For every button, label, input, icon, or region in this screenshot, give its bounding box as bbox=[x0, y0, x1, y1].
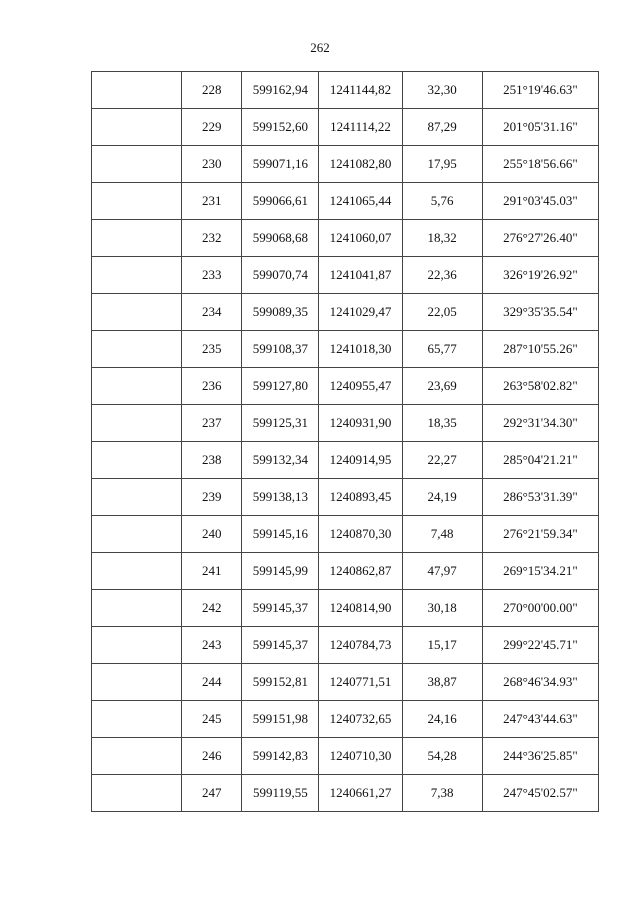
x-coordinate-cell: 599152,60 bbox=[242, 109, 319, 146]
y-coordinate-cell: 1241041,87 bbox=[319, 257, 402, 294]
table-row bbox=[92, 701, 599, 738]
distance-cell: 18,32 bbox=[402, 220, 482, 257]
point-number-cell: 236 bbox=[182, 368, 242, 405]
empty-cell bbox=[92, 442, 182, 479]
point-number-cell: 243 bbox=[182, 627, 242, 664]
empty-cell bbox=[92, 701, 182, 738]
table-row bbox=[92, 331, 599, 368]
bearing-angle-cell: 276°27'26.40" bbox=[482, 220, 598, 257]
point-number-cell: 230 bbox=[182, 146, 242, 183]
distance-cell: 87,29 bbox=[402, 109, 482, 146]
bearing-angle-cell: 255°18'56.66" bbox=[482, 146, 598, 183]
bearing-angle-cell: 276°21'59.34" bbox=[482, 516, 598, 553]
y-coordinate-cell: 1241029,47 bbox=[319, 294, 402, 331]
table-row bbox=[92, 183, 599, 220]
distance-cell: 5,76 bbox=[402, 183, 482, 220]
empty-cell bbox=[92, 590, 182, 627]
x-coordinate-cell: 599089,35 bbox=[242, 294, 319, 331]
point-number-cell: 239 bbox=[182, 479, 242, 516]
bearing-angle-cell: 201°05'31.16" bbox=[482, 109, 598, 146]
y-coordinate-cell: 1241114,22 bbox=[319, 109, 402, 146]
bearing-angle-cell: 268°46'34.93" bbox=[482, 664, 598, 701]
empty-cell bbox=[92, 294, 182, 331]
y-coordinate-cell: 1240710,30 bbox=[319, 738, 402, 775]
empty-cell bbox=[92, 627, 182, 664]
y-coordinate-cell: 1241018,30 bbox=[319, 331, 402, 368]
table-row bbox=[92, 738, 599, 775]
x-coordinate-cell: 599119,55 bbox=[242, 775, 319, 812]
y-coordinate-cell: 1241060,07 bbox=[319, 220, 402, 257]
bearing-angle-cell: 251°19'46.63" bbox=[482, 72, 598, 109]
table-row bbox=[92, 109, 599, 146]
x-coordinate-cell: 599151,98 bbox=[242, 701, 319, 738]
bearing-angle-cell: 287°10'55.26" bbox=[482, 331, 598, 368]
empty-cell bbox=[92, 257, 182, 294]
point-number-cell: 229 bbox=[182, 109, 242, 146]
empty-cell bbox=[92, 405, 182, 442]
point-number-cell: 228 bbox=[182, 72, 242, 109]
empty-cell bbox=[92, 72, 182, 109]
bearing-angle-cell: 263°58'02.82" bbox=[482, 368, 598, 405]
empty-cell bbox=[92, 220, 182, 257]
x-coordinate-cell: 599138,13 bbox=[242, 479, 319, 516]
x-coordinate-cell: 599145,37 bbox=[242, 590, 319, 627]
y-coordinate-cell: 1241065,44 bbox=[319, 183, 402, 220]
bearing-angle-cell: 292°31'34.30" bbox=[482, 405, 598, 442]
point-number-cell: 240 bbox=[182, 516, 242, 553]
distance-cell: 7,38 bbox=[402, 775, 482, 812]
table-row bbox=[92, 368, 599, 405]
distance-cell: 32,30 bbox=[402, 72, 482, 109]
bearing-angle-cell: 247°45'02.57" bbox=[482, 775, 598, 812]
bearing-angle-cell: 247°43'44.63" bbox=[482, 701, 598, 738]
x-coordinate-cell: 599145,16 bbox=[242, 516, 319, 553]
bearing-angle-cell: 285°04'21.21" bbox=[482, 442, 598, 479]
point-number-cell: 247 bbox=[182, 775, 242, 812]
empty-cell bbox=[92, 479, 182, 516]
y-coordinate-cell: 1241144,82 bbox=[319, 72, 402, 109]
bearing-angle-cell: 269°15'34.21" bbox=[482, 553, 598, 590]
y-coordinate-cell: 1241082,80 bbox=[319, 146, 402, 183]
y-coordinate-cell: 1240955,47 bbox=[319, 368, 402, 405]
page-number: 262 bbox=[310, 40, 330, 55]
point-number-cell: 237 bbox=[182, 405, 242, 442]
table-row bbox=[92, 775, 599, 812]
y-coordinate-cell: 1240870,30 bbox=[319, 516, 402, 553]
coordinates-table-body bbox=[92, 72, 599, 812]
distance-cell: 15,17 bbox=[402, 627, 482, 664]
table-row bbox=[92, 479, 599, 516]
distance-cell: 22,05 bbox=[402, 294, 482, 331]
distance-cell: 17,95 bbox=[402, 146, 482, 183]
empty-cell bbox=[92, 516, 182, 553]
x-coordinate-cell: 599145,99 bbox=[242, 553, 319, 590]
distance-cell: 7,48 bbox=[402, 516, 482, 553]
bearing-angle-cell: 326°19'26.92" bbox=[482, 257, 598, 294]
y-coordinate-cell: 1240784,73 bbox=[319, 627, 402, 664]
x-coordinate-cell: 599070,74 bbox=[242, 257, 319, 294]
x-coordinate-cell: 599132,34 bbox=[242, 442, 319, 479]
x-coordinate-cell: 599108,37 bbox=[242, 331, 319, 368]
y-coordinate-cell: 1240814,90 bbox=[319, 590, 402, 627]
table-row bbox=[92, 220, 599, 257]
empty-cell bbox=[92, 109, 182, 146]
empty-cell bbox=[92, 331, 182, 368]
bearing-angle-cell: 286°53'31.39" bbox=[482, 479, 598, 516]
y-coordinate-cell: 1240914,95 bbox=[319, 442, 402, 479]
x-coordinate-cell: 599145,37 bbox=[242, 627, 319, 664]
x-coordinate-cell: 599125,31 bbox=[242, 405, 319, 442]
empty-cell bbox=[92, 368, 182, 405]
point-number-cell: 232 bbox=[182, 220, 242, 257]
empty-cell bbox=[92, 738, 182, 775]
table-row bbox=[92, 553, 599, 590]
table-row bbox=[92, 664, 599, 701]
distance-cell: 54,28 bbox=[402, 738, 482, 775]
table-row bbox=[92, 294, 599, 331]
empty-cell bbox=[92, 664, 182, 701]
table-row bbox=[92, 257, 599, 294]
table-row bbox=[92, 590, 599, 627]
table-row bbox=[92, 516, 599, 553]
distance-cell: 22,27 bbox=[402, 442, 482, 479]
bearing-angle-cell: 291°03'45.03" bbox=[482, 183, 598, 220]
table-row bbox=[92, 72, 599, 109]
x-coordinate-cell: 599066,61 bbox=[242, 183, 319, 220]
x-coordinate-cell: 599127,80 bbox=[242, 368, 319, 405]
distance-cell: 24,16 bbox=[402, 701, 482, 738]
empty-cell bbox=[92, 183, 182, 220]
y-coordinate-cell: 1240732,65 bbox=[319, 701, 402, 738]
coordinates-table bbox=[91, 71, 599, 812]
x-coordinate-cell: 599142,83 bbox=[242, 738, 319, 775]
point-number-cell: 246 bbox=[182, 738, 242, 775]
table-row bbox=[92, 405, 599, 442]
empty-cell bbox=[92, 146, 182, 183]
distance-cell: 23,69 bbox=[402, 368, 482, 405]
point-number-cell: 242 bbox=[182, 590, 242, 627]
y-coordinate-cell: 1240771,51 bbox=[319, 664, 402, 701]
distance-cell: 22,36 bbox=[402, 257, 482, 294]
x-coordinate-cell: 599068,68 bbox=[242, 220, 319, 257]
y-coordinate-cell: 1240931,90 bbox=[319, 405, 402, 442]
bearing-angle-cell: 244°36'25.85" bbox=[482, 738, 598, 775]
point-number-cell: 233 bbox=[182, 257, 242, 294]
distance-cell: 30,18 bbox=[402, 590, 482, 627]
distance-cell: 38,87 bbox=[402, 664, 482, 701]
empty-cell bbox=[92, 775, 182, 812]
table-row bbox=[92, 146, 599, 183]
bearing-angle-cell: 270°00'00.00" bbox=[482, 590, 598, 627]
distance-cell: 65,77 bbox=[402, 331, 482, 368]
y-coordinate-cell: 1240661,27 bbox=[319, 775, 402, 812]
empty-cell bbox=[92, 553, 182, 590]
point-number-cell: 231 bbox=[182, 183, 242, 220]
bearing-angle-cell: 299°22'45.71" bbox=[482, 627, 598, 664]
table-row bbox=[92, 627, 599, 664]
distance-cell: 18,35 bbox=[402, 405, 482, 442]
distance-cell: 47,97 bbox=[402, 553, 482, 590]
bearing-angle-cell: 329°35'35.54" bbox=[482, 294, 598, 331]
table-row bbox=[92, 442, 599, 479]
distance-cell: 24,19 bbox=[402, 479, 482, 516]
point-number-cell: 244 bbox=[182, 664, 242, 701]
point-number-cell: 245 bbox=[182, 701, 242, 738]
x-coordinate-cell: 599162,94 bbox=[242, 72, 319, 109]
point-number-cell: 241 bbox=[182, 553, 242, 590]
point-number-cell: 238 bbox=[182, 442, 242, 479]
y-coordinate-cell: 1240862,87 bbox=[319, 553, 402, 590]
y-coordinate-cell: 1240893,45 bbox=[319, 479, 402, 516]
x-coordinate-cell: 599071,16 bbox=[242, 146, 319, 183]
x-coordinate-cell: 599152,81 bbox=[242, 664, 319, 701]
point-number-cell: 234 bbox=[182, 294, 242, 331]
point-number-cell: 235 bbox=[182, 331, 242, 368]
